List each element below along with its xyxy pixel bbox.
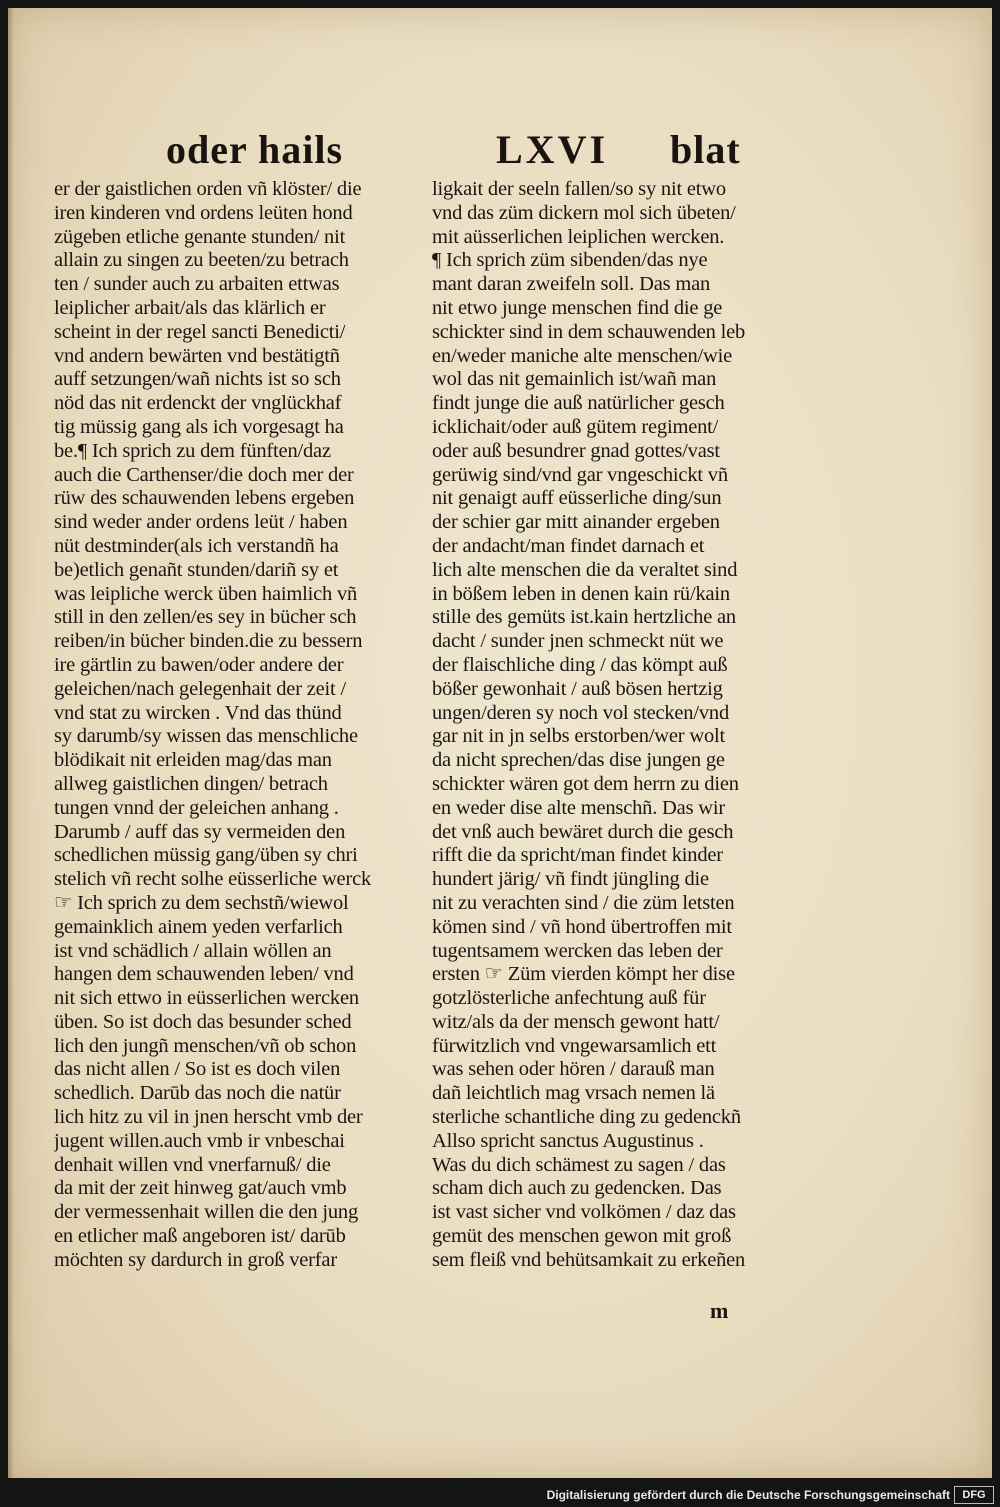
text-line: denhait willen vnd vnerfarnuß/ die [54,1153,331,1176]
text-line: wol das nit gemainlich ist/wañ man [432,368,717,391]
left-text-column [54,178,406,1273]
text-line: ligkait der seeln fallen/so sy nit etwo [432,178,726,200]
text-line: sind weder ander ordens leüt / haben [54,511,348,534]
text-line: gemüt des menschen gewon mit groß [432,1225,732,1248]
running-head-blat: blat [670,127,741,172]
text-line: auff setzungen/wañ nichts ist so sch [54,368,341,391]
text-line: hangen dem schauwenden leben/ vnd [54,963,354,986]
text-line: in bößem leben in denen kain rü/kain [432,582,730,605]
text-line: rifft die da spricht/man findet kinder [432,844,723,867]
text-line: schedlichen müssig gang/üben sy chri [54,844,358,867]
text-line: allain zu singen zu beeten/zu betrach [54,249,349,272]
text-line: er der gaistlichen orden vñ klöster/ die [54,178,362,200]
text-line: be.¶ Ich sprich zu dem fünften/daz [54,439,331,462]
text-line: gemainklich ainem yeden verfarlich [54,915,343,938]
text-line: was sehen oder hören / darauß man [432,1058,715,1081]
text-line: lich alte menschen die da veraltet sind [432,558,738,581]
text-line: schedlich. Darūb das noch die natür [54,1082,341,1105]
text-line: en/weder maniche alte menschen/wie [432,344,732,367]
text-line: en weder dise alte menschñ. Das wir [432,796,725,819]
text-line: gotzlösterliche anfechtung auß für [432,987,706,1010]
text-line: nit sich ettwo in eüsserlichen wercken [54,987,359,1010]
text-line: nit etwo junge menschen find die ge [432,296,723,319]
text-line: findt junge die auß natürlicher gesch [432,392,725,415]
text-line: ersten ☞ Züm vierden kömpt her dise [432,963,735,986]
text-line: was leipliche werck üben haimlich vñ [54,582,358,605]
text-line: leiplicher arbait/als das klärlich er [54,296,326,319]
text-line: gerüwig sind/vnd gar vngeschickt vñ [432,463,728,486]
text-line: bößer gewonhait / auß bösen hertzig [432,677,723,700]
text-line: dacht / sunder jnen schmeckt nüt we [432,630,724,653]
text-line: da nicht sprechen/das dise jungen ge [432,749,725,772]
text-line: nüt destminder(als ich verstandñ ha [54,534,339,557]
text-line: vnd stat zu wircken . Vnd das thünd [54,701,342,724]
text-line: stille des gemüts ist.kain hertzliche an [432,606,736,629]
text-line: Allso spricht sanctus Augustinus . [432,1129,704,1152]
right-text-column [432,178,794,1273]
text-line: nit zu verachten sind / die züm letsten [432,891,735,914]
text-line: witz/als da der mensch gewont hatt/ [432,1010,720,1033]
text-line: lich den jungñ menschen/vñ ob schon [54,1034,357,1057]
text-line: tungen vnnd der geleichen anhang . [54,796,339,819]
text-line: lich hitz zu vil in jnen herscht vmb der [54,1106,363,1129]
text-line: gar nit in jn selbs erstorben/wer wolt [432,725,726,748]
signature-mark: m [710,1298,729,1323]
text-line: da mit der zeit hinweg gat/auch vmb [54,1177,347,1200]
text-line: nöd das nit erdenckt der vnglückhaf [54,392,342,415]
footer-credit: Digitalisierung gefördert durch die Deutsche Forschungsgemeinschaft [546,1488,950,1502]
text-line: det vnß auch bewäret durch die gesch [432,820,734,843]
text-line: ten / sunder auch zu arbaiten ettwas [54,273,340,296]
text-line: auch die Carthenser/die doch mer der [54,463,354,486]
book-page [8,8,992,1478]
text-line: scham dich auch zu gedencken. Das [432,1177,722,1200]
text-line: ire gärtlin zu bawen/oder andere der [54,653,344,676]
text-line: nit genaigt auff eüsserliche ding/sun [432,487,722,510]
text-line: ungen/deren sy noch vol stecken/vnd [432,701,730,724]
text-line: der andacht/man findet darnach et [432,534,705,557]
digitization-footer [0,1484,1000,1504]
text-line: jugent willen.auch vmb ir vnbeschai [54,1129,345,1152]
dfg-logo: DFG [954,1486,994,1504]
running-head-title: oder hails [166,127,344,172]
text-line: vnd andern bewärten vnd bestätigtñ [54,344,340,367]
text-line: mant daran zweifeln soll. Das man [432,273,711,296]
text-line: schickter sind in dem schauwenden leb [432,320,746,343]
text-line: vnd das züm dickern mol sich übeten/ [432,201,736,224]
text-line: sterliche schantliche ding zu gedenckñ [432,1106,741,1129]
text-line: allweg gaistlichen dingen/ betrach [54,772,328,795]
text-line: reiben/in bücher binden.die zu bessern [54,630,363,653]
text-line: ist vast sicher vnd volkömen / daz das [432,1201,736,1224]
text-line: icklichait/oder auß gütem regiment/ [432,415,719,438]
text-line: Darumb / auff das sy vermeiden den [54,820,346,843]
text-line: sy darumb/sy wissen das menschliche [54,725,358,748]
text-line: hundert järig/ vñ findt jüngling die [432,868,709,891]
text-line: iren kinderen vnd ordens leüten hond [54,201,353,224]
text-line: möchten sy dardurch in groß verfar [54,1248,337,1271]
text-line: oder auß besundrer gnad gottes/vast [432,439,720,462]
text-line: fürwitzlich vnd vngewarsamlich ett [432,1034,717,1057]
text-line: tugentsamem wercken das leben der [432,939,723,962]
text-line: ☞ Ich sprich zu dem sechstñ/wiewol [54,891,349,914]
text-line: der flaischliche ding / das kömpt auß [432,653,728,676]
text-line: der schier gar mitt ainander ergeben [432,511,720,534]
text-line: zügeben etliche genante stunden/ nit [54,225,346,248]
text-line: scheint in der regel sancti Benedicti/ [54,320,346,343]
text-line: üben. So ist doch das besunder sched [54,1010,352,1033]
text-line: mit aüsserlichen leiplichen wercken. [432,225,725,248]
text-line: be)etlich genañt stunden/dariñ sy et [54,558,339,581]
text-line: kömen sind / vñ hond übertroffen mit [432,915,732,938]
text-line: en etlicher maß angeboren ist/ darūb [54,1225,346,1248]
text-line: Was du dich schämest zu sagen / das [432,1153,726,1176]
text-line: dañ leichtlich mag vrsach nemen lä [432,1082,715,1105]
folio-number: LXVI [496,127,609,172]
text-line: still in den zellen/es sey in bücher sch [54,606,357,629]
text-line: blödikait nit erleiden mag/das man [54,749,332,772]
text-line: geleichen/nach gelegenhait der zeit / [54,677,346,700]
text-line: sem fleiß vnd behütsamkait zu erkeñen [432,1248,746,1271]
text-line: ¶ Ich sprich züm sibenden/das nye [432,249,708,272]
page-gutter-shadow [8,8,14,1478]
text-line: stelich vñ recht solhe eüsserliche werck [54,868,372,891]
text-line: tig müssig gang als ich vorgesagt ha [54,415,344,438]
text-line: das nicht allen / So ist es doch vilen [54,1058,341,1081]
text-line: ist vnd schädlich / allain wöllen an [54,939,332,962]
running-head [8,126,992,186]
text-line: rüw des schauwenden lebens ergeben [54,487,355,510]
text-line: der vermessenhait willen die den jung [54,1201,358,1224]
text-line: schickter wären got dem herrn zu dien [432,772,739,795]
